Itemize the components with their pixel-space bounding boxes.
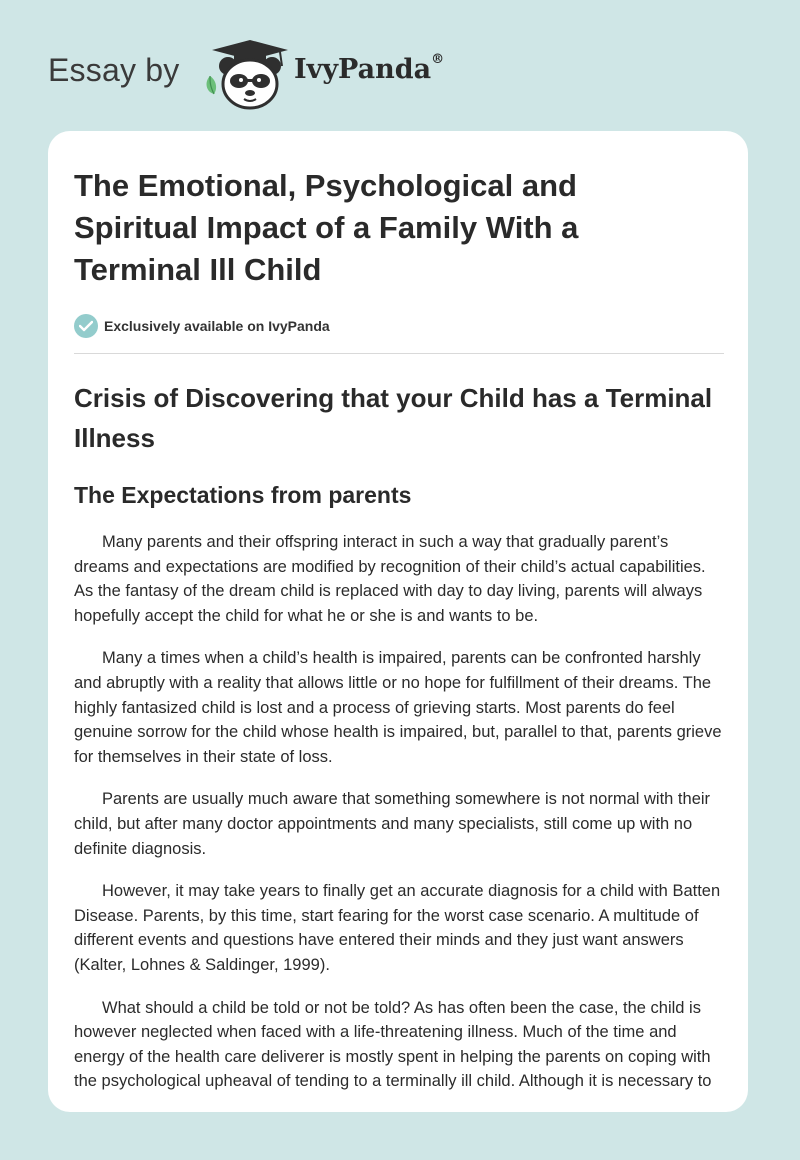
brand-name[interactable] — [294, 54, 444, 85]
exclusive-badge — [74, 313, 724, 339]
paragraph: Many a times when a child’s health is impaired, parents can be confronted harshly and abruptly with a reality that allows little or no hope for fulfillment of their dreams. The highly fantasized child is lost and a process of grieving starts. Most parents do feel genuine sorrow for the child whose health is impaired, but, parallel to that, parents grieve for themselves in their state of loss. — [74, 649, 722, 766]
essay-by-label: Essay by — [48, 52, 180, 88]
brand-text: IvyPanda — [294, 54, 432, 85]
subheading: The Expectations from parents — [74, 482, 412, 508]
badge-text: Exclusively available on IvyPanda — [104, 318, 330, 334]
paragraph: What should a child be told or not be told? As has often been the case, the child is however neglected when faced with a life-threatening illness. Much of the time and energy of the health care deliverer is mostly spent in helping the parents on coping with the psychological upheaval of tending to a terminally ill child. Although it is necessary to — [74, 998, 712, 1091]
section-heading: Crisis of Discovering that your Child has a Terminal Illness — [74, 383, 713, 453]
panda-logo-icon[interactable] — [200, 36, 296, 112]
check-icon — [74, 314, 98, 338]
essay-card — [48, 131, 748, 1112]
paragraph: Parents are usually much aware that something somewhere is not normal with their child, but after many doctor appointments and many specialists, still come up with no definite diagnosis. — [74, 790, 711, 858]
paragraph: However, it may take years to finally get an accurate diagnosis for a child with Batten Disease. Parents, by this time, start fearing for the worst case scenario. A multitude of different events and questions have entered their minds and they just want answers (Kalter, Lohnes & Saldinger, 1999). — [74, 882, 721, 974]
essay-title: The Emotional, Psychological and Spiritual Impact of a Family With a Terminal Ill Child — [74, 168, 579, 287]
paragraph: Many parents and their offspring interact in such a way that gradually parent’s dreams and expectations are modified by recognition of their child’s actual capabilities. As the fantasy of the dream child is replaced with day to day living, parents will always hopefully accept the child for what he or she is and wants to be. — [74, 533, 706, 625]
divider — [74, 353, 724, 354]
site-header — [48, 30, 748, 110]
registered-mark: ® — [431, 52, 445, 67]
